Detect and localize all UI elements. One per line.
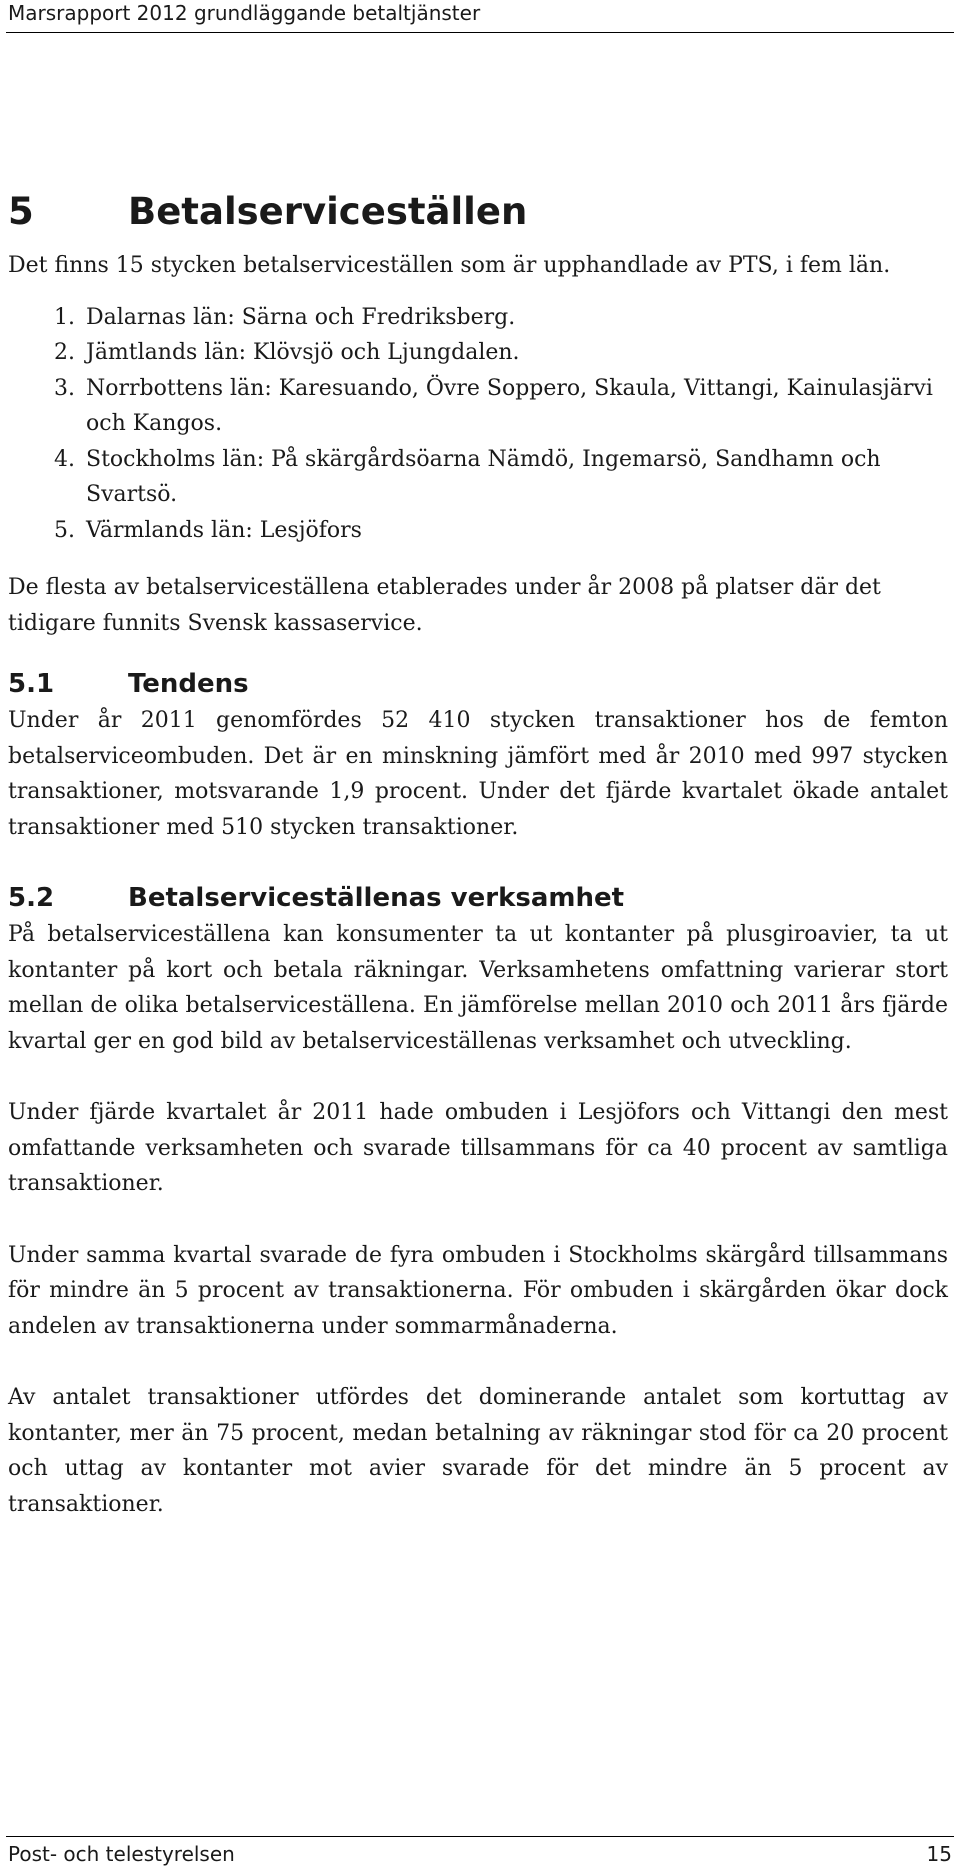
section-5-1-heading bbox=[8, 667, 948, 701]
section-5-2-paragraph-1: På betalserviceställena kan konsumenter ta ut kontanter på plusgiroavier, ta ut kontanter på kort och betala räkningar. Verksamhetens omfattning varierar stort mellan de olika betalserviceställena. En jämförelse mellan 2010 och 2011 års fjärde kvartal ger en god bild av betalserviceställenas verksamhet och utveckling. bbox=[8, 922, 948, 1054]
page-footer bbox=[6, 1836, 954, 1866]
section-number: 5 bbox=[8, 190, 34, 233]
section-title: Betalserviceställen bbox=[128, 190, 528, 233]
section-5-heading bbox=[8, 190, 948, 234]
section-title: Tendens bbox=[128, 669, 249, 699]
list-item: 4. Stockholms län: På skärgårdsöarna Nämdö, Ingemarsö, Sandhamn och Svartsö. bbox=[54, 446, 881, 507]
page-header bbox=[6, 0, 954, 33]
section-5-intro: Det finns 15 stycken betalserviceställen som är upphandlade av PTS, i fem län. bbox=[8, 253, 891, 278]
section-5-2-paragraph-4: Av antalet transaktioner utfördes det dominerande antalet som kortuttag av kontanter, mer än 75 procent, medan betalning av räkningar stod för ca 20 procent och uttag av kontanter mot avier svarade för det mindre än 5 procent av transaktioner. bbox=[8, 1385, 948, 1517]
section-5-2-heading bbox=[8, 881, 948, 915]
section-5-2-paragraph-3: Under samma kvartal svarade de fyra ombuden i Stockholms skärgård tillsammans för mindre än 5 procent av transaktionerna. För ombuden i skärgården ökar dock andelen av transaktionerna under sommarmånaderna. bbox=[8, 1242, 948, 1339]
section-title: Betalserviceställenas verksamhet bbox=[128, 883, 625, 913]
section-number: 5.2 bbox=[8, 883, 55, 913]
section-number: 5.1 bbox=[8, 669, 55, 699]
list-item: 2. Jämtlands län: Klövsjö och Ljungdalen. bbox=[54, 340, 520, 365]
list-item: 1. Dalarnas län: Särna och Fredriksberg. bbox=[54, 304, 516, 330]
section-5-2-paragraph-2: Under fjärde kvartalet år 2011 hade ombuden i Lesjöfors och Vittangi den mest omfattande verksamheten och svarade tillsammans för ca 40 procent av samtliga transaktioner. bbox=[8, 1100, 948, 1196]
page-number: 15 bbox=[926, 1842, 952, 1866]
page-content bbox=[8, 190, 948, 1522]
section-5-after-list: De flesta av betalserviceställena etablerades under år 2008 på platser där det tidigare funnits Svensk kassaservice. bbox=[8, 575, 881, 636]
list-item: 5. Värmlands län: Lesjöfors bbox=[54, 517, 362, 543]
county-list bbox=[8, 300, 948, 549]
list-item: 3. Norrbottens län: Karesuando, Övre Soppero, Skaula, Vittangi, Kainulasjärvi och Kangos. bbox=[54, 375, 933, 436]
footer-organization: Post- och telestyrelsen bbox=[8, 1842, 235, 1866]
header-title: Marsrapport 2012 grundläggande betaltjänster bbox=[8, 1, 481, 25]
section-5-1-paragraph: Under år 2011 genomfördes 52 410 stycken transaktioner hos de femton betalserviceombuden. Det är en minskning jämfört med år 2010 med 997 stycken transaktioner, motsvarande 1,9 procent. Under det fjärde kvartalet ökade antalet transaktioner med 510 stycken transaktioner. bbox=[8, 708, 948, 840]
